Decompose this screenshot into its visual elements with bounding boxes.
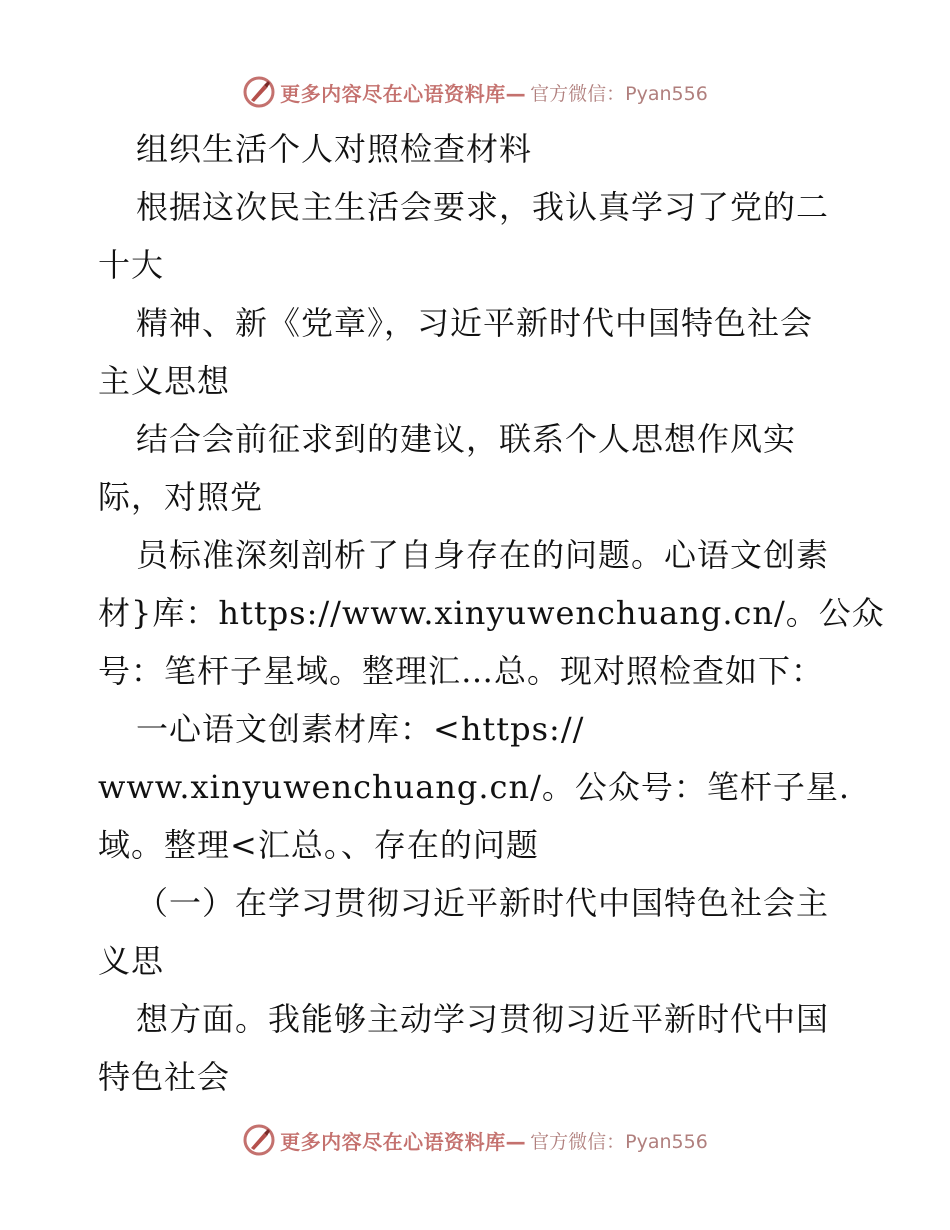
paragraph-line: 义思 xyxy=(98,942,165,980)
paragraph-line: 结合会前征求到的建议，联系个人思想作风实 xyxy=(136,420,797,458)
paragraph-line: www.xinyuwenchuang.cn/。公众号：笔杆子星. xyxy=(98,768,851,806)
pen-logo-icon xyxy=(242,75,276,109)
paragraph-line: 材}库：https://www.xinyuwenchuang.cn/。公众 xyxy=(98,594,885,632)
paragraph-line: 号：笔杆子星域。整理汇…总。现对照检查如下： xyxy=(98,652,825,690)
paragraph-line: 特色社会 xyxy=(98,1058,231,1096)
paragraph-line: 主义思想 xyxy=(98,362,231,400)
pen-logo-icon xyxy=(242,1123,276,1157)
header-watermark-banner xyxy=(0,72,950,112)
paragraph-line: 根据这次民主生活会要求，我认真学习了党的二 xyxy=(136,188,830,226)
document-title: 组织生活个人对照检查材料 xyxy=(136,130,533,168)
banner-text: 更多内容尽在心语资料库— xyxy=(280,1129,527,1154)
banner-text: 更多内容尽在心语资料库— xyxy=(280,81,527,106)
paragraph-line: 精神、新《党章》，习近平新时代中国特色社会 xyxy=(136,304,814,342)
paragraph-line: 想方面。我能够主动学习贯彻习近平新时代中国 xyxy=(136,1000,830,1038)
document-body xyxy=(98,120,885,1106)
section-heading: （一）在学习贯彻习近平新时代中国特色社会主 xyxy=(136,884,830,922)
banner-wechat: 官方微信：Pyan556 xyxy=(530,82,708,105)
paragraph-line: 十大 xyxy=(98,246,165,284)
footer-watermark-banner xyxy=(0,1120,950,1160)
paragraph-line: 员标准深刻剖析了自身存在的问题。心语文创素 xyxy=(136,536,830,574)
banner-wechat: 官方微信：Pyan556 xyxy=(530,1130,708,1153)
paragraph-line: 一心语文创素材库：<https:// xyxy=(136,710,585,748)
paragraph-line: 域。整理<汇总。、存在的问题 xyxy=(98,826,539,864)
paragraph-line: 际，对照党 xyxy=(98,478,264,516)
